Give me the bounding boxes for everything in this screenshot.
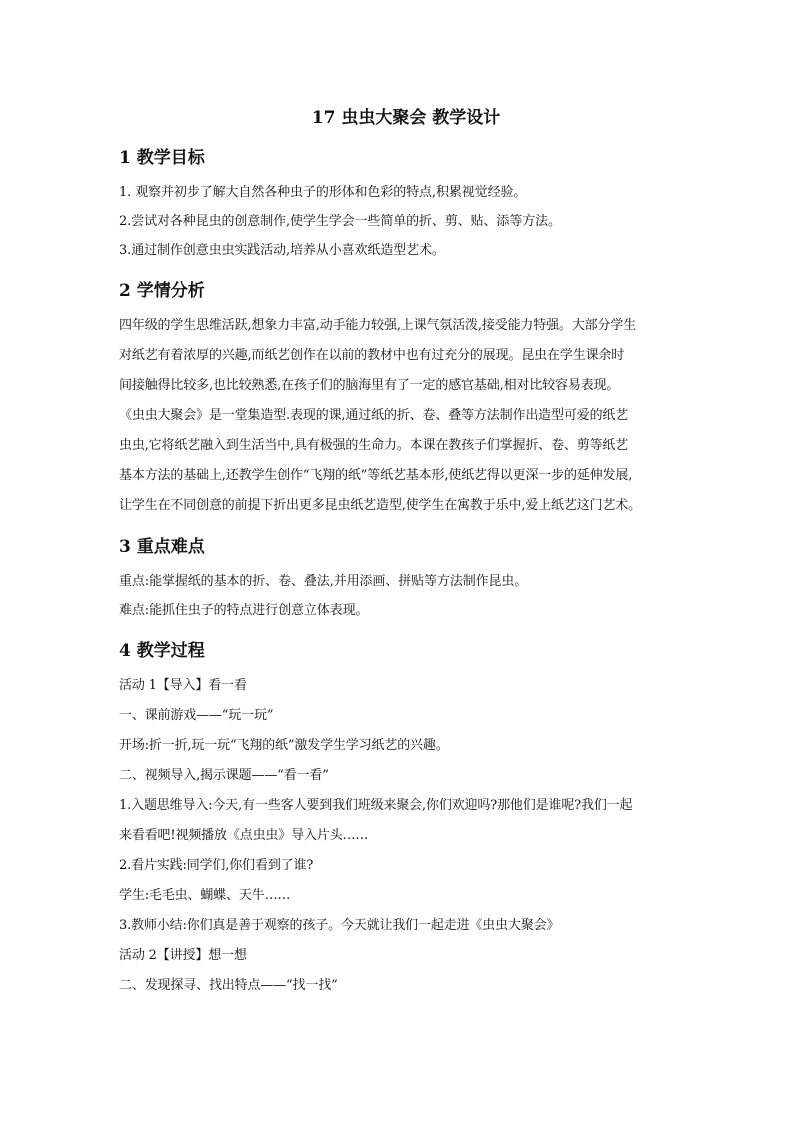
section-heading-process: 4 教学过程: [119, 641, 205, 661]
objective-item: 2.尝试对各种昆虫的创意制作,使学生学会一些简单的折、剪、贴、添等方法。: [119, 214, 561, 229]
analysis-paragraph: [119, 311, 679, 521]
process-line: 开场:折一折,玩一玩“飞翔的纸”激发学生学习纸艺的兴趣。: [119, 738, 449, 753]
analysis-line: 基本方法的基础上,还教学生创作“飞翔的纸”等纸艺基本形,使纸艺得以更深一步的延伸发展,: [119, 468, 633, 483]
analysis-line: 虫虫,它将纸艺融入到生活当中,具有极强的生命力。本课在教孩子们掌握折、卷、剪等纸艺: [119, 438, 629, 453]
section-heading-analysis: 2 学情分析: [119, 281, 205, 301]
process-line: 活动 1【导入】看一看: [119, 678, 247, 693]
key-point-item: 重点:能掌握纸的基本的折、卷、叠法,并用添画、拼贴等方法制作昆虫。: [119, 574, 528, 589]
document-content: [119, 104, 679, 1001]
analysis-line: 《虫虫大聚会》是一堂集造型.表现的课,通过纸的折、卷、叠等方法制作出造型可爱的纸艺: [119, 408, 629, 423]
process-line: 来看看吧!视频播放《点虫虫》导入片头……: [119, 828, 369, 843]
document-title: 17 虫虫大聚会 教学设计: [311, 108, 501, 128]
process-line: 二、视频导入,揭示课题——“看一看”: [119, 768, 329, 783]
section-heading-objectives: 1 教学目标: [119, 148, 205, 168]
difficulty-item: 难点:能抓住虫子的特点进行创意立体表现。: [119, 603, 369, 618]
analysis-line: 间接触得比较多,也比较熟悉,在孩子们的脑海里有了一定的感官基础,相对比较容易表现。: [119, 378, 620, 393]
analysis-line: 让学生在不同创意的前提下折出更多昆虫纸艺造型,使学生在寓教于乐中,爱上纸艺这门艺术。: [119, 498, 641, 513]
process-line: 1.入题思维导入:今天,有一些客人要到我们班级来聚会,你们欢迎吗?那他们是谁呢?我们一起: [119, 798, 633, 813]
process-line: 2.看片实践:同学们,你们看到了谁?: [119, 858, 314, 873]
process-block: [119, 671, 679, 1001]
process-line: 学生:毛毛虫、蝴蝶、天牛……: [119, 888, 291, 903]
process-line: 活动 2【讲授】想一想: [119, 948, 247, 963]
process-line: 二、发现探寻、找出特点——“找一找”: [119, 978, 338, 993]
objective-item: 1. 观察并初步了解大自然各种虫子的形体和色彩的特点,积累视觉经验。: [119, 185, 527, 200]
section-heading-key-points: 3 重点难点: [119, 537, 205, 557]
analysis-line: 对纸艺有着浓厚的兴趣,而纸艺创作在以前的教材中也有过充分的展现。昆虫在学生课余时: [119, 348, 625, 363]
objective-item: 3.通过制作创意虫虫实践活动,培养从小喜欢纸造型艺术。: [119, 243, 445, 258]
process-line: 3.教师小结:你们真是善于观察的孩子。今天就让我们一起走进《虫虫大聚会》: [119, 918, 560, 933]
analysis-line: 四年级的学生思维活跃,想象力丰富,动手能力较强,上课气氛活泼,接受能力特强。大部分学生: [119, 318, 637, 333]
process-line: 一、课前游戏——“玩一玩”: [119, 708, 274, 723]
